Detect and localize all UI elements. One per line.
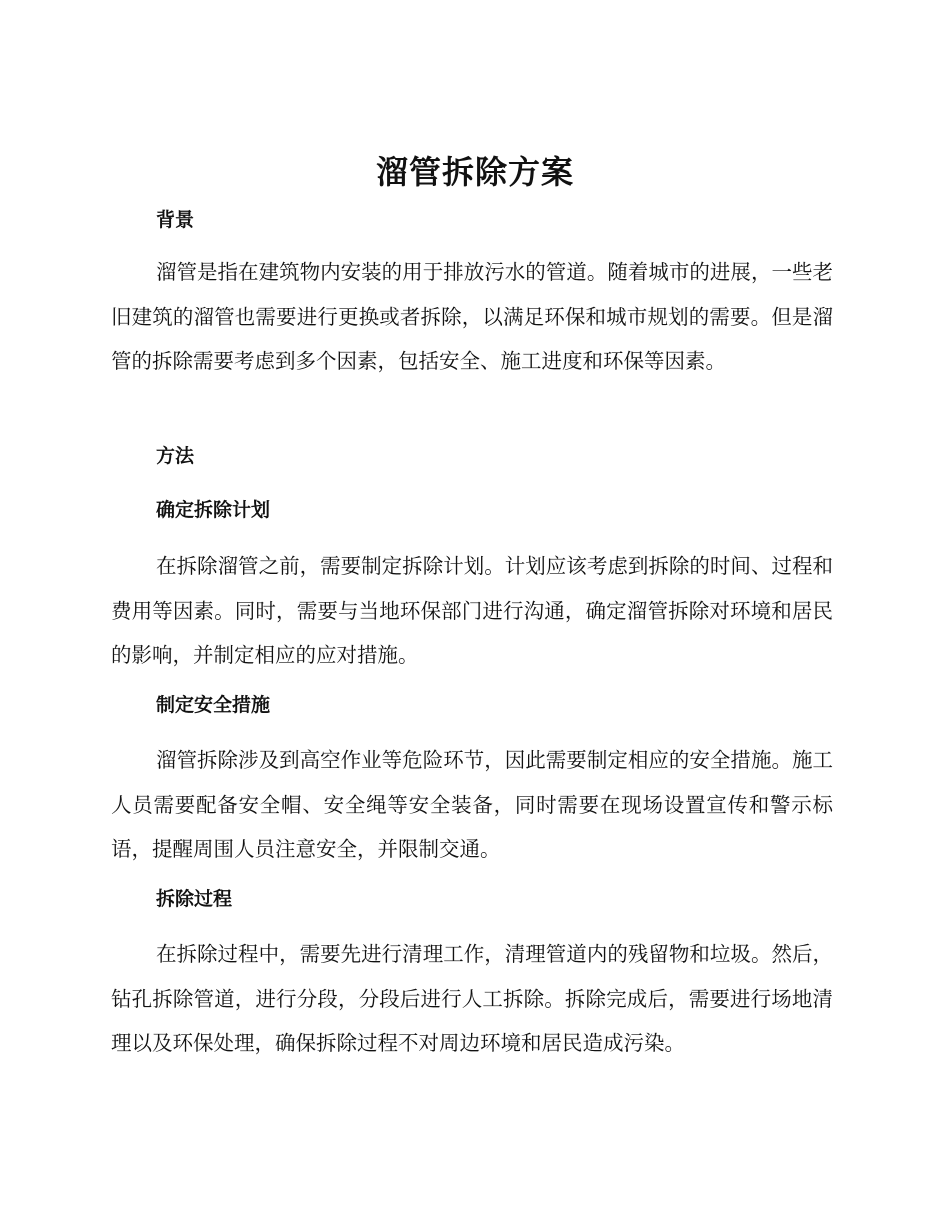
subsection-heading-safety: 制定安全措施 <box>156 694 271 716</box>
paragraph-background: 溜管是指在建筑物内安装的用于排放污水的管道。随着城市的进展，一些老旧建筑的溜管也需要进行更换或者拆除，以满足环保和城市规划的需要。但是溜管的拆除需要考虑到多个因素，包括安全、施工进度和环保等因素。 <box>111 260 833 373</box>
section-heading-method: 方法 <box>156 445 195 467</box>
subsection-heading-process: 拆除过程 <box>156 888 233 910</box>
subsection-heading-plan: 确定拆除计划 <box>156 499 271 521</box>
section-heading-background: 背景 <box>156 209 195 231</box>
paragraph-plan: 在拆除溜管之前，需要制定拆除计划。计划应该考虑到拆除的时间、过程和费用等因素。同时，需要与当地环保部门进行沟通，确定溜管拆除对环境和居民的影响，并制定相应的应对措施。 <box>111 554 833 667</box>
document-title: 溜管拆除方案 <box>375 153 574 191</box>
paragraph-safety: 溜管拆除涉及到高空作业等危险环节，因此需要制定相应的安全措施。施工人员需要配备安全帽、安全绳等安全装备，同时需要在现场设置宣传和警示标语，提醒周围人员注意安全，并限制交通。 <box>111 748 833 861</box>
paragraph-process: 在拆除过程中，需要先进行清理工作，清理管道内的残留物和垃圾。然后，钻孔拆除管道，进行分段，分段后进行人工拆除。拆除完成后，需要进行场地清理以及环保处理，确保拆除过程不对周边环境和居民造成污染。 <box>111 942 833 1055</box>
